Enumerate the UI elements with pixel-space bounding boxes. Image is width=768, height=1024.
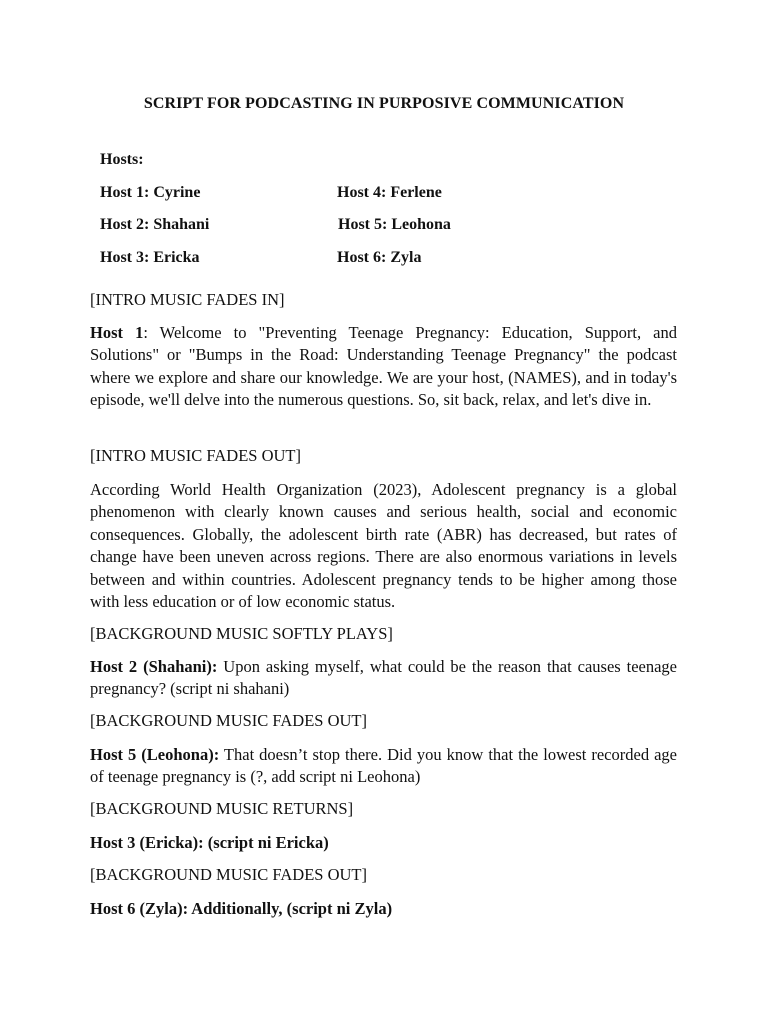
host-4-name: Host 4: Ferlene — [337, 184, 442, 201]
host5-text: That doesn’t stop there. Did you know that the lowest recorded age of teenage pregnancy is (?, add script ni Leohona) — [90, 745, 677, 787]
document-title: SCRIPT FOR PODCASTING IN PURPOSIVE COMMUNICATION — [143, 95, 625, 112]
host-3-name: Host 3: Ericka — [100, 249, 200, 266]
host6-dialogue: Host 6 (Zyla): Additionally, (script ni Zyla) — [90, 899, 393, 918]
cue-intro-music-out: [INTRO MUSIC FADES OUT] — [90, 446, 301, 465]
host2-text: Upon asking myself, what could be the reason that causes teenage pregnancy? (script ni shahani) — [90, 657, 677, 699]
host-1-name: Host 1: Cyrine — [100, 184, 201, 201]
cue-intro-music-in: [INTRO MUSIC FADES IN] — [90, 290, 285, 309]
host1-text: : Welcome to "Preventing Teenage Pregnancy: Education, Support, and Solutions" or "Bumps in the Road: Understanding Teenage Pregnancy" the podcast where we explore and share our knowledge. We are your host, (NAMES), and in today's episode, we'll delve into the numerous questions. So, sit back, relax, and let's dive in. — [90, 323, 678, 410]
cue-background-out-2: [BACKGROUND MUSIC FADES OUT] — [90, 865, 368, 884]
host3-dialogue: Host 3 (Ericka): (script ni Ericka) — [90, 833, 329, 852]
host-6-name: Host 6: Zyla — [337, 249, 422, 266]
cue-background-softly: [BACKGROUND MUSIC SOFTLY PLAYS] — [90, 624, 393, 643]
hosts-label: Hosts: — [100, 151, 144, 168]
host-5-name: Host 5: Leohona — [338, 216, 451, 233]
who-paragraph: According World Health Organization (2023), Adolescent pregnancy is a global phenomenon with clearly known causes and serious health, social and economic consequences. Globally, the adolescent birth rate (ABR) has decreased, but rates of change have been uneven across regions. There are also enormous variations in levels between and within countries. Adolescent pregnancy tends to be higher among those with less education or of low economic status. — [90, 480, 677, 612]
host5-speaker: Host 5 (Leohona): — [90, 745, 220, 764]
cue-background-returns: [BACKGROUND MUSIC RETURNS] — [90, 799, 354, 818]
host-2-name: Host 2: Shahani — [100, 216, 210, 233]
cue-background-out-1: [BACKGROUND MUSIC FADES OUT] — [90, 711, 368, 730]
host2-dialogue — [90, 656, 677, 701]
host5-dialogue — [90, 744, 677, 789]
host1-dialogue — [90, 322, 677, 412]
host1-speaker: Host 1 — [90, 323, 144, 342]
host2-speaker: Host 2 (Shahani): — [90, 657, 218, 676]
